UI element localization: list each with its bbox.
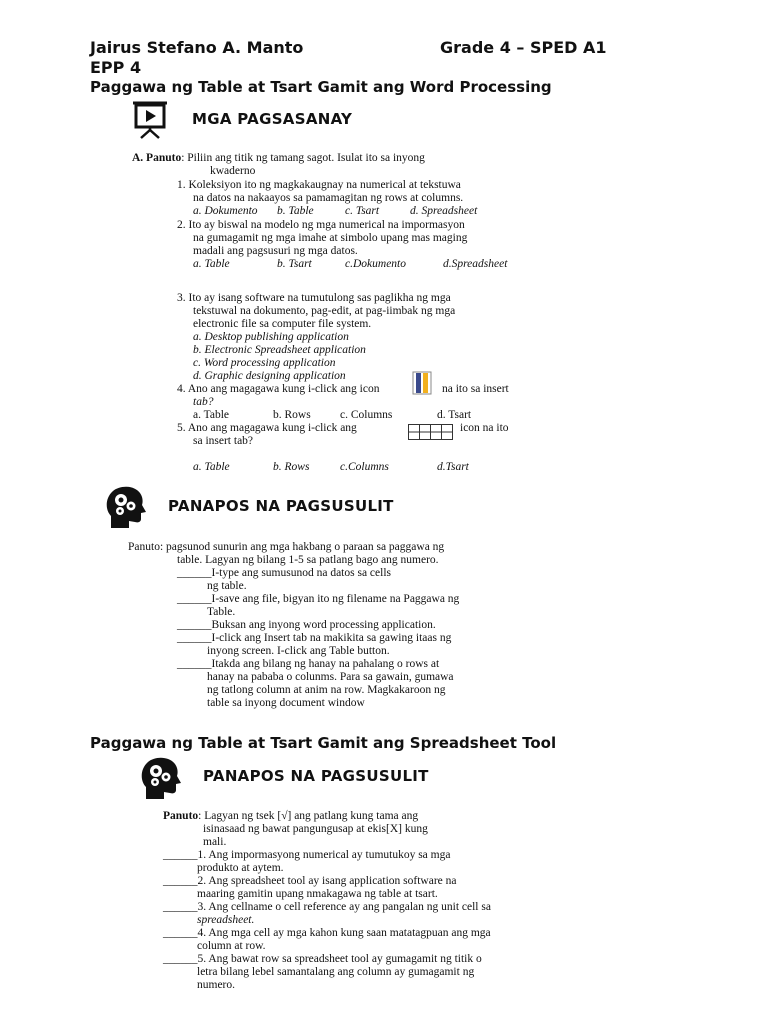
step-item-3: ______Buksan ang inyong word processing application. <box>177 619 436 631</box>
question-3: 3. Ito ay isang software na tumutulong sas paglikha ng mga <box>177 292 451 304</box>
step-item-5-cont2: ng tatlong column at anim na row. Magkakaroon ng <box>207 684 446 696</box>
step-item-2-cont: Table. <box>207 606 236 618</box>
step-item-5-cont3: table sa inyong document window <box>207 697 365 709</box>
statement-2: ______2. Ang spreadsheet tool ay isang application software na <box>163 875 457 887</box>
statement-4-cont: column at row. <box>197 940 266 952</box>
question-2: 2. Ito ay biswal na modelo ng mga numerical na impormasyon <box>177 219 465 231</box>
question-2-cont2: madali ang pagsusuri ng mga datos. <box>193 245 358 257</box>
choice-4d: d. Tsart <box>437 409 472 421</box>
step-item-4-cont: inyong screen. I-click ang Table button. <box>207 645 390 657</box>
statement-5-cont: letra bilang lebel samantalang ang column ay gumagamit ng <box>197 966 475 978</box>
directions-3-cont2: mali. <box>203 836 227 848</box>
choice-4b: b. Rows <box>273 409 311 421</box>
choice-1b: b. Table <box>277 205 314 217</box>
question-1-cont: na datos na nakaayos sa pamamagitan ng rows at columns. <box>193 192 464 204</box>
choice-3c: c. Word processing application <box>193 357 336 369</box>
statement-3-cont: spreadsheet. <box>197 914 255 926</box>
choice-1d: d. Spreadsheet <box>410 205 478 217</box>
section-title-panapos-1: PANAPOS NA PAGSUSULIT <box>168 497 394 515</box>
directions-3-cont: isinasaad ng bawat pangungusap at ekis[X] kung <box>203 823 428 835</box>
choice-5b: b. Rows <box>273 461 310 473</box>
choice-4c: c. Columns <box>340 409 393 421</box>
question-4: 4. Ano ang magagawa kung i-click ang icon <box>177 383 380 395</box>
presentation-play-icon <box>130 100 170 140</box>
lesson-title-word-processing: Paggawa ng Table at Tsart Gamit ang Word Processing <box>90 78 552 96</box>
directions-cont: kwaderno <box>210 165 256 177</box>
choice-2d: d.Spreadsheet <box>443 258 508 270</box>
question-1: 1. Koleksiyon ito ng magkakaugnay na numerical at tekstuwa <box>177 179 461 191</box>
choice-2c: c.Dokumento <box>345 258 406 270</box>
grade-section: Grade 4 – SPED A1 <box>440 38 607 57</box>
question-3-cont2: electronic file sa computer file system. <box>193 318 372 330</box>
section-title-mga-pagsasanay: MGA PAGSASANAY <box>192 110 353 128</box>
question-4-cont: tab? <box>193 396 214 408</box>
choice-5d: d.Tsart <box>437 461 469 473</box>
section-title-panapos-2: PANAPOS NA PAGSUSULIT <box>203 767 429 785</box>
step-item-5-cont: hanay na pababa o colunms. Para sa gawain, gumawa <box>207 671 454 683</box>
directions: A. Panuto: Piliin ang titik ng tamang sagot. Isulat ito sa inyong <box>132 152 425 164</box>
lesson-title-spreadsheet: Paggawa ng Table at Tsart Gamit ang Spreadsheet Tool <box>90 734 557 752</box>
directions-2-cont: table. Lagyan ng bilang 1-5 sa patlang bago ang numero. <box>177 554 439 566</box>
statement-1: ______1. Ang impormasyong numerical ay tumutukoy sa mga <box>163 849 451 861</box>
choice-1c: c. Tsart <box>345 205 380 217</box>
chart-columns-icon <box>412 371 432 395</box>
step-item-4: ______I-click ang Insert tab na makikita sa gawing itaas ng <box>177 632 452 644</box>
choice-3b: b. Electronic Spreadsheet application <box>193 344 366 356</box>
choice-1a: a. Dokumento <box>193 205 258 217</box>
step-item-1-cont: ng table. <box>207 580 247 592</box>
step-item-1: ______I-type ang sumusunod na datos sa cells <box>177 567 391 579</box>
statement-1-cont: produkto at aytem. <box>197 862 284 874</box>
statement-5: ______5. Ang bawat row sa spreadsheet tool ay gumagamit ng titik o <box>163 953 482 965</box>
question-4-end: na ito sa insert <box>442 383 509 395</box>
choice-2b: b. Tsart <box>277 258 312 270</box>
question-5-end: icon na ito <box>460 422 509 434</box>
choice-4a: a. Table <box>193 409 230 421</box>
statement-4: ______4. Ang mga cell ay mga kahon kung saan matatagpuan ang mga <box>163 927 491 939</box>
question-5: 5. Ano ang magagawa kung i-click ang <box>177 422 357 434</box>
choice-3d: d. Graphic designing application <box>193 370 346 382</box>
table-grid-icon <box>408 424 453 440</box>
statement-2-cont: maaring gamitin upang nmakagawa ng table at tsart. <box>197 888 438 900</box>
choice-2a: a. Table <box>193 258 230 270</box>
question-2-cont: na gumagamit ng mga imahe at simbolo upang mas maging <box>193 232 468 244</box>
choice-5c: c.Columns <box>340 461 389 473</box>
student-name: Jairus Stefano A. Manto <box>90 38 304 57</box>
question-5-cont: sa insert tab? <box>193 435 254 447</box>
statement-3: ______3. Ang cellname o cell reference ay ang pangalan ng unit cell sa <box>163 901 491 913</box>
subject-label: EPP 4 <box>90 58 142 77</box>
question-3-cont: tekstuwal na dokumento, pag-edit, at pag-iimbak ng mga <box>193 305 456 317</box>
directions-2: Panuto: pagsunod sunurin ang mga hakbang o paraan sa paggawa ng <box>128 541 445 553</box>
head-gears-icon <box>138 755 182 801</box>
step-item-2: ______I-save ang file, bigyan ito ng filename na Paggawa ng <box>177 593 460 605</box>
choice-3a: a. Desktop publishing application <box>193 331 349 343</box>
step-item-5: ______Itakda ang bilang ng hanay na pahalang o rows at <box>177 658 440 670</box>
head-gears-icon <box>103 484 147 530</box>
directions-3: Panuto: Lagyan ng tsek [√] ang patlang kung tama ang <box>163 810 419 822</box>
choice-5a: a. Table <box>193 461 230 473</box>
statement-5-cont2: numero. <box>197 979 236 991</box>
